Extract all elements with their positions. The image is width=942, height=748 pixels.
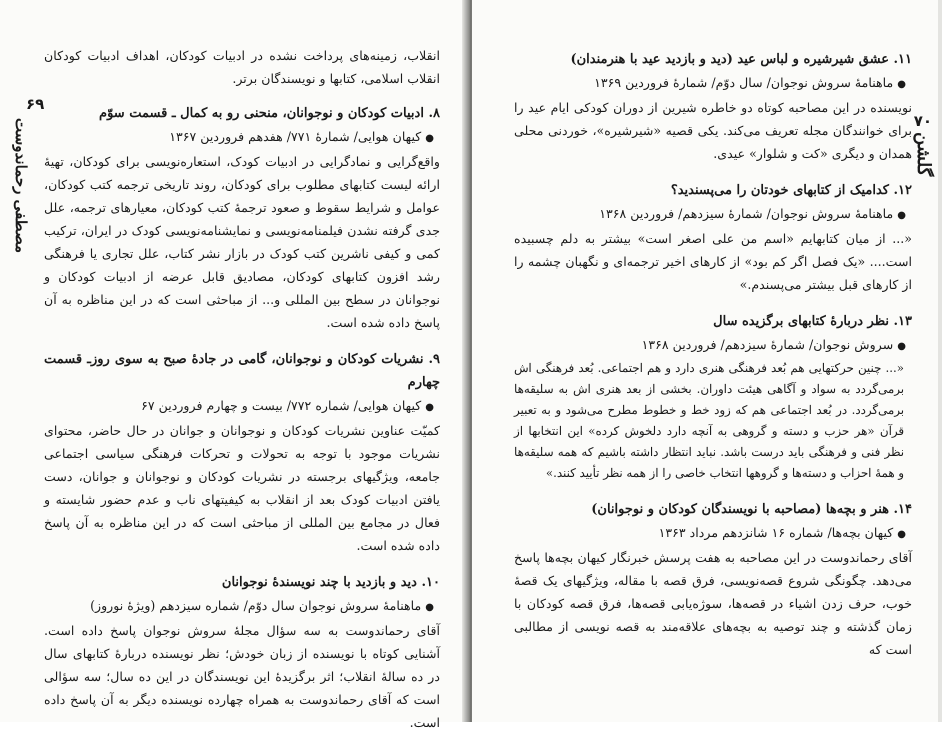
item-body: «... از میان کتابهایم «اسم من علی اصغر است» بیشتر به دلم چسبیده است.... «یک فصل اگر کم بود» از کارهای اخیر ترجمه‌ای و نگهبان چشمه را از کارهای قبل بیشتر می‌پسندم.»	[514, 231, 912, 292]
item-quote: «... چنین حرکتهایی هم بُعد فرهنگی هنری دارد و هم اجتماعی. بُعد فرهنگی اش برمی‌گردد به سواد و آگاهی هیئت داوران. بخشی از بعد هنری اش به سلیقه‌ها برمی‌گردد. در بُعد اجتماعی هم که زود خط و خطوط مطرح می‌شود و به تعبیر قرآن «هر حزب و دسته و گروهی به آنچه دارد دلخوش کرده» این انتخابها از نظر فنی و فرهنگی باید درست باشد. نباید انتظار داشته باشیم که همه سلیقه‌ها و همهٔ احزاب و دسته‌ها و گروهها انتخاب خاصی را از همه نظر تأیید کنند.»	[514, 361, 904, 480]
bibliography-item	[514, 48, 912, 165]
item-source: ●کیهان هوایی/ شمارهٔ ۷۷۱/ هفدهم فروردین ۱۳۶۷	[44, 125, 440, 150]
item-source: ●ماهنامهٔ سروش نوجوان/ سال دوّم/ شمارهٔ فروردین ۱۳۶۹	[514, 71, 912, 96]
item-heading: ۱۲. کدامیک از کتابهای خودتان را می‌پسندید؟	[670, 183, 912, 198]
page-number: ۶۹	[26, 95, 45, 113]
running-head: مصطفی رحماندوست	[12, 118, 30, 254]
item-body: نویسنده در این مصاحبه کوتاه دو خاطره شیرین از دوران کودکی ایام عید را برای خوانندگان مجله تعریف می‌کند. یکی قصیه «شیرشیره»، خوردنی محلی همدان و دیگری «کت و شلوار» عیدی.	[514, 100, 912, 161]
bullet-icon: ●	[897, 529, 906, 540]
bibliography-item	[514, 498, 912, 661]
bullet-icon: ●	[425, 133, 434, 144]
item-source: ●کیهان بچه‌ها/ شماره ۱۶ شانزدهم مرداد ۱۳۶۳	[514, 521, 912, 546]
item-heading: ۱۳. نظر دربارهٔ کتابهای برگزیده سال	[713, 314, 912, 329]
bibliography-item	[514, 179, 912, 296]
bullet-icon: ●	[425, 402, 434, 413]
bullet-icon: ●	[897, 79, 906, 90]
left-page	[0, 0, 468, 730]
item-source: ●ماهنامهٔ سروش نوجوان سال دوّم/ شماره سیزدهم (ویژهٔ نوروز)	[44, 594, 440, 619]
item-heading: ۱۱. عشق شیرشیره و لباس عید (دید و بازدید عید با هنرمندان)	[570, 52, 912, 67]
running-head: گلشن	[913, 132, 934, 177]
right-page	[472, 0, 942, 722]
item-heading: ۱۴. هنر و بچه‌ها (مصاحبه با نویسندگان کودکان و نوجوانان)	[591, 502, 912, 517]
bibliography-item	[44, 102, 440, 334]
item-heading: ۱۰. دید و بازدید با چند نویسندهٔ نوجوانان	[221, 575, 440, 590]
page-content	[44, 44, 440, 748]
item-heading: ۸. ادبیات کودکان و نوجوانان، منحنی رو به کمال ـ قسمت سوّم	[99, 106, 440, 121]
item-body: آقای رحماندوست در این مصاحبه به هفت پرسش خبرنگار کیهان بچه‌ها پاسخ می‌دهد. چگونگی شروع قصه‌نویسی، فرق قصه با مقاله، ویژگیهای یک قصهٔ خوب، حرف زدن اشیاء در قصه‌ها، سوژه‌یابی قصه‌ها، فرق قصه کودکان با زمان گذشته و چند توصیه به بچه‌های علاقه‌مند به قصه نویسی از مطالبی است که	[514, 550, 912, 657]
bullet-icon: ●	[897, 341, 906, 352]
bibliography-item	[514, 310, 912, 484]
item-body: آقای رحماندوست به سه سؤال مجلهٔ سروش نوجوان پاسخ داده است. آشنایی کوتاه با نویسنده از زبان خودش؛ نظر نویسنده دربارهٔ کتابهای سال در ده سالهٔ انقلاب؛ اثر برگزیدهٔ این نویسندگان در این ده سال؛ سه سؤالی است که آقای رحماندوست به همراه چهارده نویسنده دیگر به آن پاسخ داده است.	[44, 623, 440, 730]
item-source: ●کیهان هوایی/ شماره ۷۷۲/ بیست و چهارم فروردین ۶۷	[44, 394, 440, 419]
page-content	[514, 44, 912, 675]
page-edge-shadow-right	[938, 0, 942, 722]
bibliography-item	[44, 571, 440, 734]
item-source: ●ماهنامهٔ سروش نوجوان/ شمارهٔ سیزدهم/ فروردین ۱۳۶۸	[514, 202, 912, 227]
item-heading: ۹. نشریات کودکان و نوجوانان، گامی در جادهٔ صبح به سوی روزـ قسمت چهارم	[44, 352, 440, 390]
intro-paragraph: انقلاب، زمینه‌های پرداخت نشده در ادبیات کودکان، اهداف ادبیات کودکان انقلاب اسلامی، کتابها و نویسندگان برتر.	[44, 48, 440, 86]
item-source: ●سروش نوجوان/ شمارهٔ سیزدهم/ فروردین ۱۳۶۸	[514, 333, 912, 358]
bibliography-item	[44, 348, 440, 557]
bullet-icon: ●	[425, 602, 434, 613]
page-number: ۷۰	[913, 112, 932, 130]
item-body: واقع‌گرایی و نمادگرایی در ادبیات کودک، استعاره‌نویسی برای کودکان، تهیهٔ ارائه لیست کتابهای مطلوب برای کودکان، روند تاریخی ترجمه کتب کودکان، عوامل و شرایط سقوط و صعود ترجمهٔ کتب کودکان، معیارهای ترجمه، علل جدی گرفته نشدن فیلمنامه‌نویسی و نمایشنامه‌نویسی کودک در ایران، ترکیب کمی و کیفی ناشرین کتب کودک در بازار نشر کتاب، علل تجاری یا فرهنگی رشد افزون کتابهای کودکان، مصادیق قابل عرضه از ادبیات کودکان و نوجوانان در سطح بین المللی و... از مباحثی است که در این مناظره به آن پاسخ داده شده است.	[44, 154, 440, 330]
item-body: کمیّت عناوین نشریات کودکان و نوجوانان و جوانان در حال حاضر، محتوای نشریات موجود با توجه به تحولات و تحرکات فرهنگی سیاسی اجتماعی جامعه، ویژگیهای برجسته در نشریات کودکان و نوجوانان و جوانان، دست یافتن ادبیات کودک بعد از انقلاب به کیفیتهای ناب و عدم حضور شایسته و فعال در مجامع بین المللی از مباحثی است که در این مناظره به آن پاسخ داده شده است.	[44, 423, 440, 553]
bullet-icon: ●	[897, 210, 906, 221]
